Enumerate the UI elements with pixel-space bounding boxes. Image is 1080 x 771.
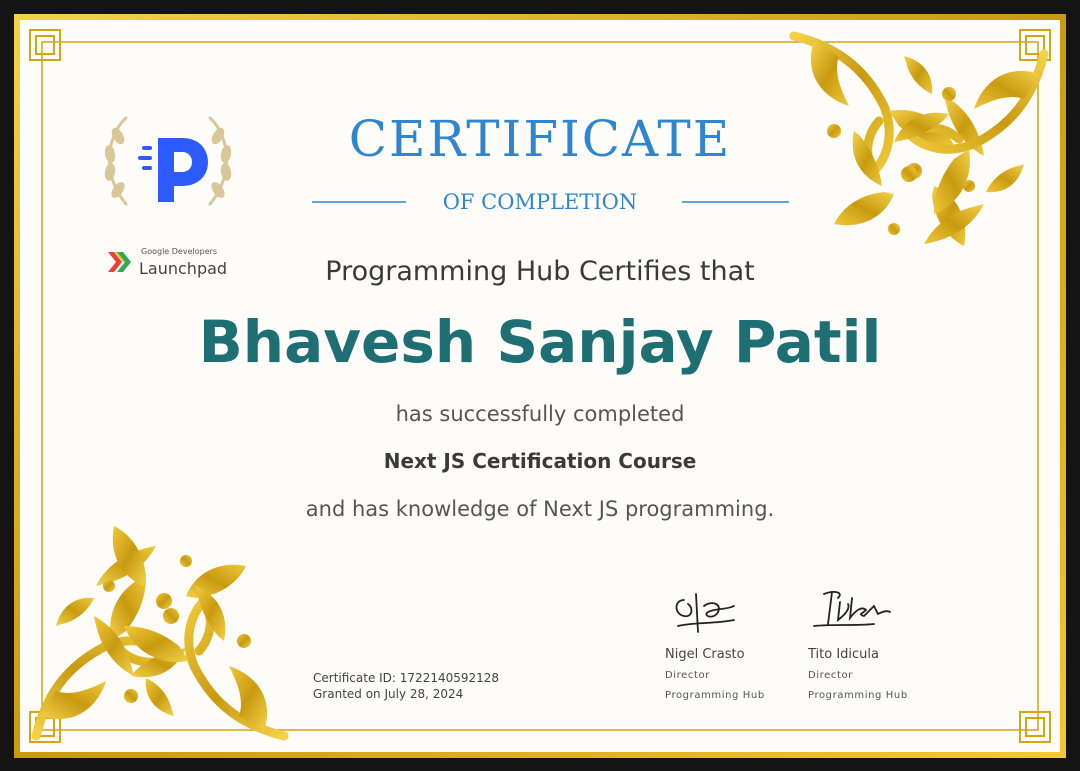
signatory-role: Director — [808, 670, 853, 681]
signature-icon — [804, 584, 894, 636]
recipient-name: Bhavesh Sanjay Patil — [198, 308, 882, 376]
certificate-subtitle: OF COMPLETION — [442, 190, 638, 214]
signatory-name: Tito Idicula — [808, 647, 879, 662]
certificate-id: Certificate ID: 1722140592128 — [313, 671, 500, 685]
completed-line: has successfully completed — [395, 402, 685, 426]
course-name: Next JS Certification Course — [383, 449, 697, 473]
issuer-line: Programming Hub Certifies that — [325, 256, 755, 287]
signature-icon — [664, 586, 744, 638]
signatory-org: Programming Hub — [808, 690, 908, 701]
granted-date: Granted on July 28, 2024 — [313, 687, 464, 701]
knowledge-line: and has knowledge of Next JS programming. — [305, 497, 775, 521]
partner-name: Launchpad — [139, 259, 228, 278]
signatory-name: Nigel Crasto — [665, 647, 745, 662]
signatory-org: Programming Hub — [665, 690, 765, 701]
certificate-title: CERTIFICATE — [348, 110, 732, 168]
partner-subtitle: Google Developers — [141, 247, 218, 256]
signatory-role: Director — [665, 670, 710, 681]
certificate — [14, 14, 1066, 758]
